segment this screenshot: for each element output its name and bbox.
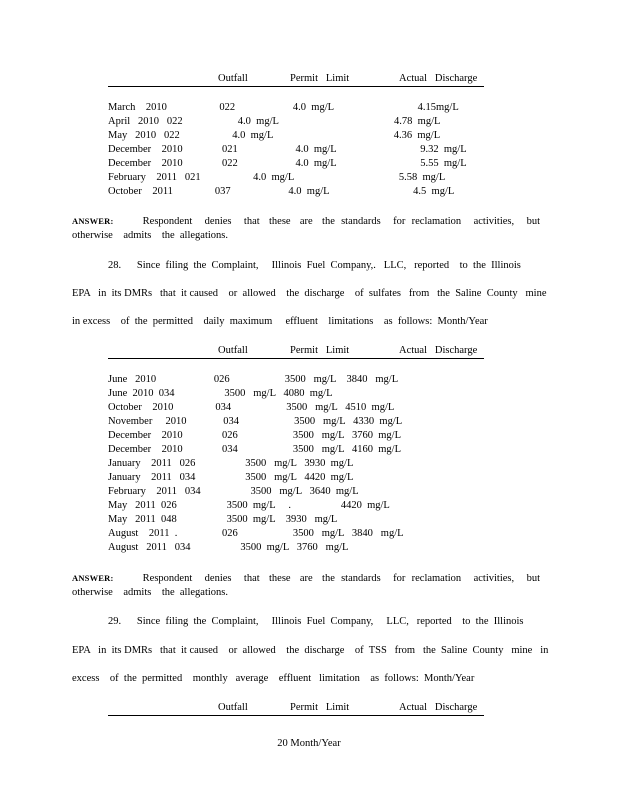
header-rule-3	[108, 715, 484, 716]
header-rule-1	[108, 86, 484, 87]
table-row: February 2011 021 4.0 mg/L 5.58 mg/L	[108, 172, 446, 183]
para-28-line-1: 28. Since filing the Complaint, Illinois Fuel Company,. LLC, reported to the Illinois	[108, 260, 521, 271]
para-28-line-3: in excess of the permitted daily maximum effluent limitations as follows: Month/Year	[72, 316, 488, 327]
table-row: March 2010 022 4.0 mg/L 4.15mg/L	[108, 102, 459, 113]
table-row: December 2010 034 3500 mg/L 4160 mg/L	[108, 444, 401, 455]
table-row: June 2010 026 3500 mg/L 3840 mg/L	[108, 374, 399, 385]
header-permit-limit-3: Permit Limit	[290, 702, 350, 713]
table-row: February 2011 034 3500 mg/L 3640 mg/L	[108, 486, 359, 497]
table-row: May 2011 026 3500 mg/L . 4420 mg/L	[108, 500, 390, 511]
table-row: October 2010 034 3500 mg/L 4510 mg/L	[108, 402, 395, 413]
header-actual-discharge-2: Actual Discharge	[399, 345, 478, 356]
header-actual-discharge-3: Actual Discharge	[399, 702, 478, 713]
answer-1-line-1: ANSWER: Respondent denies that these are the standards for reclamation activities, but	[72, 216, 540, 227]
table-row: October 2011 037 4.0 mg/L 4.5 mg/L	[108, 186, 455, 197]
answer-1-line-2: otherwise admits the allegations.	[72, 230, 229, 241]
table-row: August 2011 034 3500 mg/L 3760 mg/L	[108, 542, 349, 553]
para-28-line-2: EPA in its DMRs that it caused or allowed the discharge of sulfates from the Saline County mine	[72, 288, 547, 299]
header-rule-2	[108, 358, 484, 359]
table-row: August 2011 . 026 3500 mg/L 3840 mg/L	[108, 528, 404, 539]
table-row: December 2010 026 3500 mg/L 3760 mg/L	[108, 430, 401, 441]
table-row: December 2010 022 4.0 mg/L 5.55 mg/L	[108, 158, 467, 169]
para-29-line-1: 29. Since filing the Complaint, Illinois Fuel Company, LLC, reported to the Illinois	[108, 616, 524, 627]
table-row: April 2010 022 4.0 mg/L 4.78 mg/L	[108, 116, 441, 127]
header-outfall-2: Outfall	[218, 345, 248, 356]
answer-label: ANSWER:	[72, 573, 114, 583]
table-row: May 2010 022 4.0 mg/L 4.36 mg/L	[108, 130, 441, 141]
header-actual-discharge-1: Actual Discharge	[399, 73, 478, 84]
table-row: January 2011 026 3500 mg/L 3930 mg/L	[108, 458, 354, 469]
header-permit-limit-1: Permit Limit	[290, 73, 350, 84]
table-row: May 2011 048 3500 mg/L 3930 mg/L	[108, 514, 338, 525]
table-row: December 2010 021 4.0 mg/L 9.32 mg/L	[108, 144, 467, 155]
header-permit-limit-2: Permit Limit	[290, 345, 350, 356]
table-row: January 2011 034 3500 mg/L 4420 mg/L	[108, 472, 354, 483]
para-29-line-2: EPA in its DMRs that it caused or allowed the discharge of TSS from the Saline County mine in	[72, 645, 549, 656]
answer-label: ANSWER:	[72, 216, 114, 226]
page-footer: 20 Month/Year	[277, 738, 341, 749]
table-row: June 2010 034 3500 mg/L 4080 mg/L	[108, 388, 333, 399]
header-outfall-3: Outfall	[218, 702, 248, 713]
table-row: November 2010 034 3500 mg/L 4330 mg/L	[108, 416, 403, 427]
answer-2-line-1: ANSWER: Respondent denies that these are the standards for reclamation activities, but	[72, 573, 540, 584]
para-29-line-3: excess of the permitted monthly average effluent limitation as follows: Month/Year	[72, 673, 475, 684]
answer-2-line-2: otherwise admits the allegations.	[72, 587, 229, 598]
header-outfall-1: Outfall	[218, 73, 248, 84]
